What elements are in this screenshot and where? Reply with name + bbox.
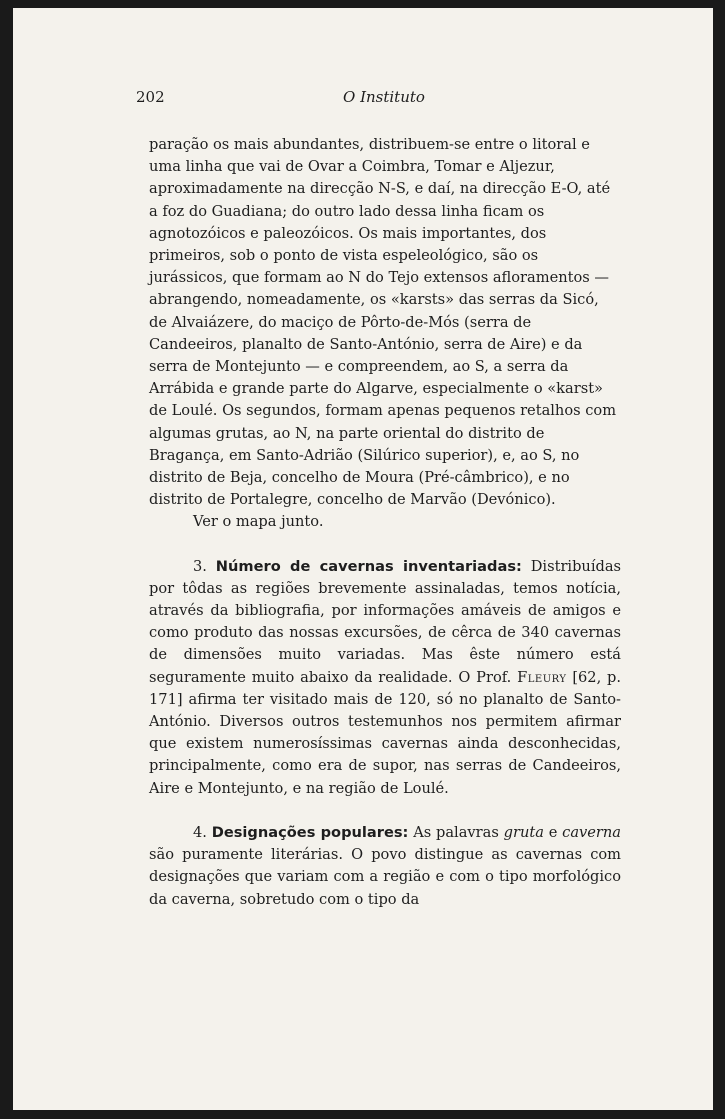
italic-term: caverna [562, 823, 622, 841]
section-text: e [548, 823, 558, 841]
section-number: 4. [193, 823, 207, 841]
body-text [149, 134, 621, 911]
book-page [13, 8, 713, 1110]
paragraph-map-reference: Ver o mapa junto. [193, 513, 324, 531]
running-title: O Instituto [343, 88, 425, 106]
section-text: As palavras [413, 823, 499, 841]
section-text: são puramente literárias. O povo distingue as cavernas com designações que variam com a região e com o tipo morfológico da caverna, sobretudo com o tipo da [149, 846, 621, 908]
section-text-continued: [62, p. 171] afirma ter visitado mais de 120, só no planalto de Santo-António. Diversos outros testemunhos nos permitem afirmar que existem numerosíssimas cavernas ainda desconhecidas, principalmente, como era de supor, nas serras de Candeeiros, Aire e Montejunto, e na região de Loulé. [149, 668, 622, 797]
italic-term: gruta [503, 823, 544, 841]
section-text: Distribuídas por tôdas as regiões brevemente assinaladas, temos notícia, através da bibliografia, por informações amáveis de amigos e como produto das nossas excursões, de cêrca de 340 cavernas de dimensões muito variadas. Mas êste número está seguramente muito abaixo da realidade. O Prof. [149, 557, 622, 686]
section-popular-names [149, 822, 621, 911]
author-name: Fleury [517, 668, 567, 686]
page-number: 202 [136, 88, 165, 106]
section-heading: Número de cavernas inventariadas: [215, 557, 522, 575]
page-header [13, 88, 713, 112]
section-number: 3. [193, 557, 207, 575]
section-heading: Designações populares: [211, 823, 409, 841]
section-cave-count [149, 556, 621, 800]
paragraph-geology: paração os mais abundantes, distribuem-se entre o litoral e uma linha que vai de Ovar a Coimbra, Tomar e Aljezur, aproximadamente na direcção N-S, e daí, na direcção E-O, até a foz do Guadiana; do outro lado dessa linha ficam os agnotozóicos e paleozóicos. Os mais importantes, dos primeiros, sob o ponto de vista espeleológico, são os jurássicos, que formam ao N do Tejo extensos afloramentos — abrangendo, nomeadamente, os «karsts» das serras da Sicó, de Alvaiázere, do maciço de Pôrto-de-Mós (serra de Candeeiros, planalto de Santo-António, serra de Aire) e da serra de Montejunto — e compreendem, ao S, a serra da Arrábida e grande parte do Algarve, especialmente o «karst» de Loulé. Os segundos, formam apenas pequenos retalhos com algumas grutas, ao N, na parte oriental do distrito de Bragança, em Santo-Adrião (Silúrico superior), e, ao S, no distrito de Beja, concelho de Moura (Pré-câmbrico), e no distrito de Portalegre, concelho de Marvão (Devónico). [149, 136, 617, 509]
